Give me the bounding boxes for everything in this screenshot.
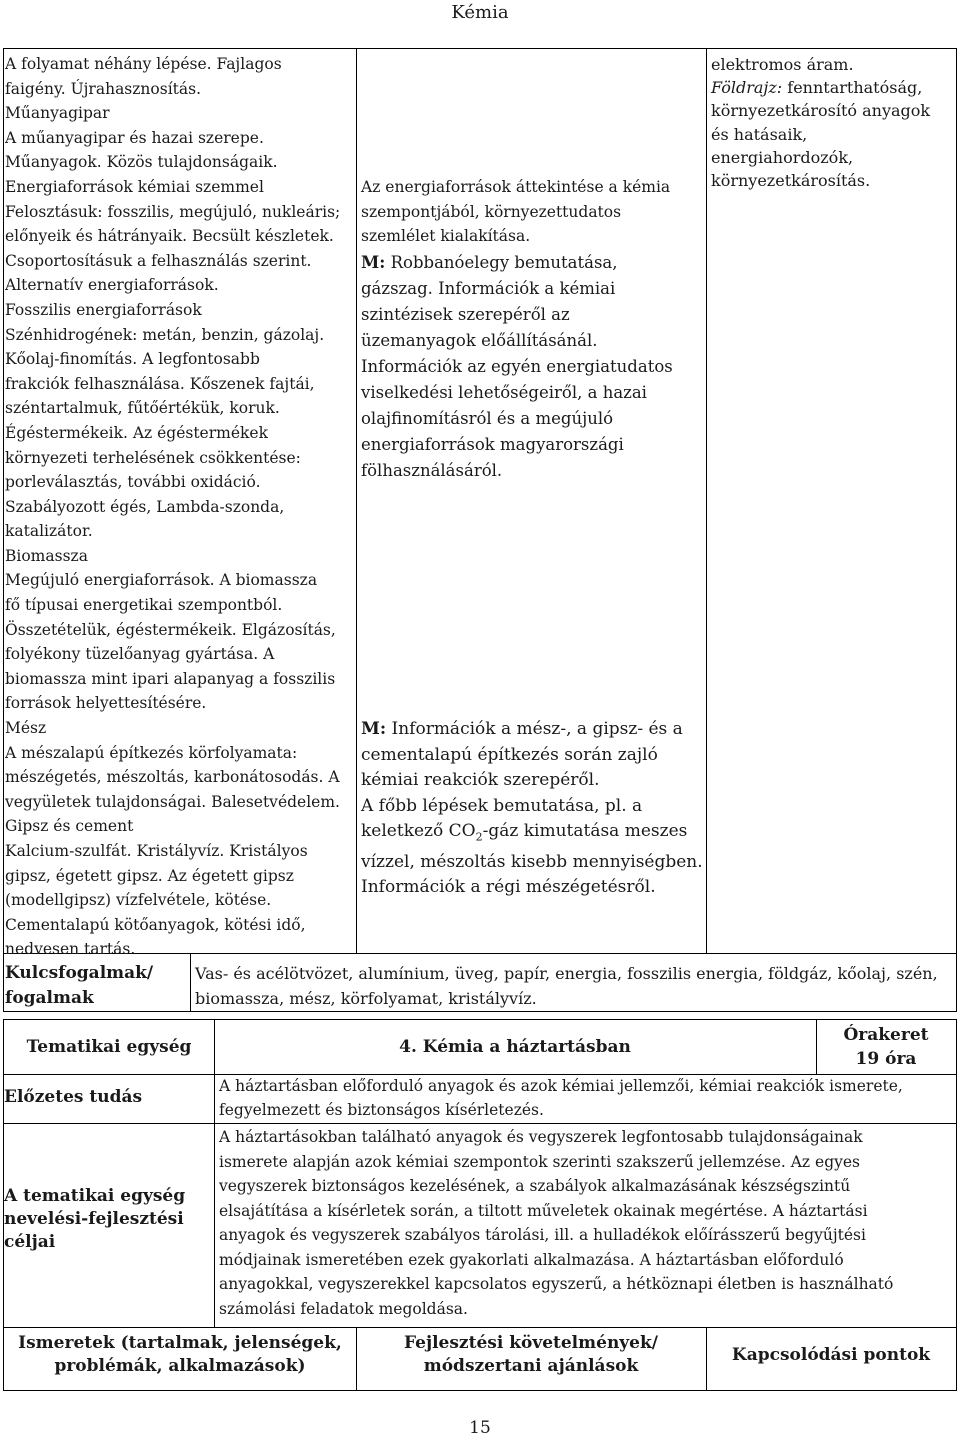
content-line: vízzel, mészoltás kisebb mennyiségben. [361,851,703,872]
content-line: Robbanóelegy bemutatása, [385,253,618,272]
content-line: Műanyagok. Közös tulajdonságaik. [5,153,278,172]
content-line: porleválasztás, további oxidáció. [5,473,261,492]
content-line: gipsz, égetett gipsz. Az égetett gipsz [5,866,294,885]
content-text: keletkező CO [361,821,476,841]
content-line: Információk a régi mészégetésről. [361,877,656,898]
footer-line: Ismeretek (tartalmak, jelenségek, [18,1333,342,1353]
content-line: Információk a mész-, a gipsz- és a [386,719,683,739]
content-line: Információk az egyén energiatudatos [361,357,673,376]
content-line: Összetételük, égéstermékeik. Elgázosítás, [5,620,336,639]
demo-marker: M: [361,719,387,739]
content-line: szemlélet kialakítása. [361,227,531,246]
connection-text: környezetkárosító anyagok [711,101,931,121]
connection-text: elektromos áram. [711,55,854,74]
column-divider-label [214,1020,215,1327]
row-divider-3 [4,1327,956,1328]
goals-label-line: céljai [4,1232,56,1252]
content-line: Műanyagipar [5,104,110,123]
content-line: faigény. Újrahasznosítás. [5,79,202,98]
label-prior-knowledge: Előzetes tudás [4,1087,143,1107]
content-line: viselkedési lehetőségeiről, a hazai [361,383,647,402]
unit-title: 4. Kémia a háztartásban [399,1037,631,1057]
content-line: A folyamat néhány lépése. Fajlagos [5,55,282,73]
footer-knowledge [4,1332,356,1378]
key-concepts-line: biomassza, mész, körfolyamat, kristályvíz. [195,989,537,1008]
content-line: üzemanyagok előállításánál. [361,331,598,350]
content-line: fő típusai energetikai szempontból. [5,596,283,615]
content-line: fölhasználásáról. [361,461,503,480]
content-line: olajfinomításról és a megújuló [361,409,614,428]
content-line: energiaforrások magyarországi [361,435,624,454]
row-divider-2 [4,1123,956,1124]
hours-label: Órakeret [843,1025,929,1045]
footer-requirements [356,1332,706,1378]
prior-knowledge-text [219,1074,954,1123]
curriculum-table-continued [3,48,957,1012]
prior-knowledge-line: A háztartásban előforduló anyagok és azok kémiai jellemzői, kémiai reakciók ismerete, [219,1077,903,1095]
content-line: Kőolaj-finomítás. A legfontosabb [5,350,260,369]
content-line: folyékony tüzelőanyag gyártása. A [5,645,275,664]
content-line: széntartalmuk, fűtőértékük, koruk. [5,399,280,418]
demonstration-block-energy [361,250,706,484]
content-line: Gipsz és cement [5,817,134,836]
content-line: Alternatív energiaforrások. [5,276,219,295]
content-line: Csoportosításuk a felhasználás szerint. [5,251,312,270]
key-concepts-label-line: Kulcsfogalmak/ [5,963,154,983]
goals-line: módjainak ismeretében ezek gyakorlati alkalmazása. A háztartásban előforduló [219,1250,844,1269]
key-concepts-text [195,961,955,1011]
content-line-co2 [361,819,706,850]
content-line: Biomassza [5,546,88,565]
content-text: -gáz kimutatása meszes [482,821,688,841]
content-line: Égéstermékeik. Az égéstermékek [5,423,268,442]
demo-marker: M: [361,253,386,272]
content-line: szintézisek szerepéről az [361,305,570,324]
goals-line: anyagokkal, vegyszerekkel kapcsolatos egyszerű, a hétköznapi életben is használható [219,1275,894,1293]
column-divider-2 [706,49,707,953]
goals-line: vegyszerek biztonságos kezelésének, a szabályok alkalmazásának készségszintű [219,1177,851,1195]
goals-line: ismerete alapján azok kémiai szempontok szerinti szakszerű jellemzése. Az egyes [219,1152,860,1171]
content-line: környezeti terhelésének csökkentése: [5,448,301,467]
content-line: vegyületek tulajdonságai. Balesetvédelem. [5,792,340,811]
content-line: Szénhidrogének: metán, benzin, gázolaj. [5,325,325,344]
goals-label-line: A tematikai egység [4,1186,186,1206]
content-column-knowledge [5,52,355,962]
co2-subscript: 2 [475,830,483,844]
goals-label-line: nevelési-fejlesztési [4,1209,184,1229]
label-goals [4,1185,214,1254]
content-line: gázszag. Információk a kémiai [361,279,616,298]
content-line: Felosztásuk: fosszilis, megújuló, nukleáris; [5,202,341,221]
demonstration-block-lime [361,717,706,901]
footer-connections: Kapcsolódási pontok [731,1345,931,1365]
footer-line: módszertani ajánlások [423,1356,639,1376]
goals-line: elsajátítása a kísérletek során, a tiltott műveletek okainak megértése. A háztartási [219,1201,868,1220]
content-column-connections [711,53,956,192]
content-line: Kalcium-szulfát. Kristályvíz. Kristályos [5,842,308,860]
content-line: Szabályozott égés, Lambda-szonda, [5,497,285,516]
footer-line: problémák, alkalmazások) [54,1356,306,1376]
connection-text: környezetkárosítás. [711,171,871,191]
connection-text: energiahordozók, [711,147,854,167]
content-line: kémiai reakciók szerepéről. [361,770,600,790]
content-line: A műanyagipar és hazai szerepe. [5,128,264,147]
footer-line: Fejlesztési követelmények/ [403,1333,658,1353]
hours-value: 19 óra [855,1049,917,1069]
content-line: mészégetés, mészoltás, karbonátosodás. A [5,768,340,787]
content-line: frakciók felhasználása. Kőszenek fajtái, [5,374,315,393]
connection-text: és hatásaik, [711,124,808,144]
content-line: nedvesen tartás. [5,940,136,959]
content-line: Fosszilis energiaforrások [5,300,202,319]
key-concepts-label [5,961,189,1011]
content-line: biomassza mint ipari alapanyag a fosszilis [5,669,336,688]
column-divider-1 [356,49,357,953]
content-column-requirements [361,175,706,249]
content-line: Mész [5,719,47,738]
page-header-title: Kémia [451,2,509,23]
key-concepts-line: Vas- és acélötvözet, alumínium, üveg, papír, energia, fosszilis energia, földgáz, kőolaj, szén, [195,964,938,983]
content-line: Megújuló energiaforrások. A biomassza [5,571,318,590]
goals-line: anyagok és vegyszerek szabályos tárolási, ill. a hulladékok előírásszerű begyűjtési [219,1226,866,1244]
thematic-unit-table [3,1019,957,1391]
content-line: Az energiaforrások áttekintése a kémia [361,178,671,196]
content-line: cementalapú építkezés során zajló [361,744,658,765]
content-line: (modellgipsz) vízfelvétele, kötése. [5,891,272,910]
content-line: A mészalapú építkezés körfolyamata: [5,743,298,762]
content-line: szempontjából, környezettudatos [361,202,622,221]
content-line: Cementalapú kötőanyagok, kötési idő, [5,915,306,934]
prior-knowledge-line: fegyelmezett és biztonságos kísérletezés. [219,1101,544,1120]
content-line: A főbb lépések bemutatása, pl. a [361,795,643,816]
content-line: katalizátor. [5,522,93,541]
content-line: források helyettesítésére. [5,694,207,713]
goals-line: számolási feladatok megoldása. [219,1299,468,1318]
goals-line: A háztartásokban található anyagok és vegyszerek legfontosabb tulajdonságainak [219,1128,863,1146]
key-concepts-label-line: fogalmak [5,988,94,1008]
page-number: 15 [469,1418,491,1438]
content-line: Energiaforrások kémiai szemmel [5,177,264,196]
subject-geography: Földrajz: [711,78,783,98]
connection-text: fenntarthatóság, [782,78,923,98]
label-thematic-unit: Tematikai egység [26,1037,192,1057]
content-line: előnyeik és hátrányaik. Becsült készletek. [5,227,334,246]
goals-text [219,1125,954,1321]
